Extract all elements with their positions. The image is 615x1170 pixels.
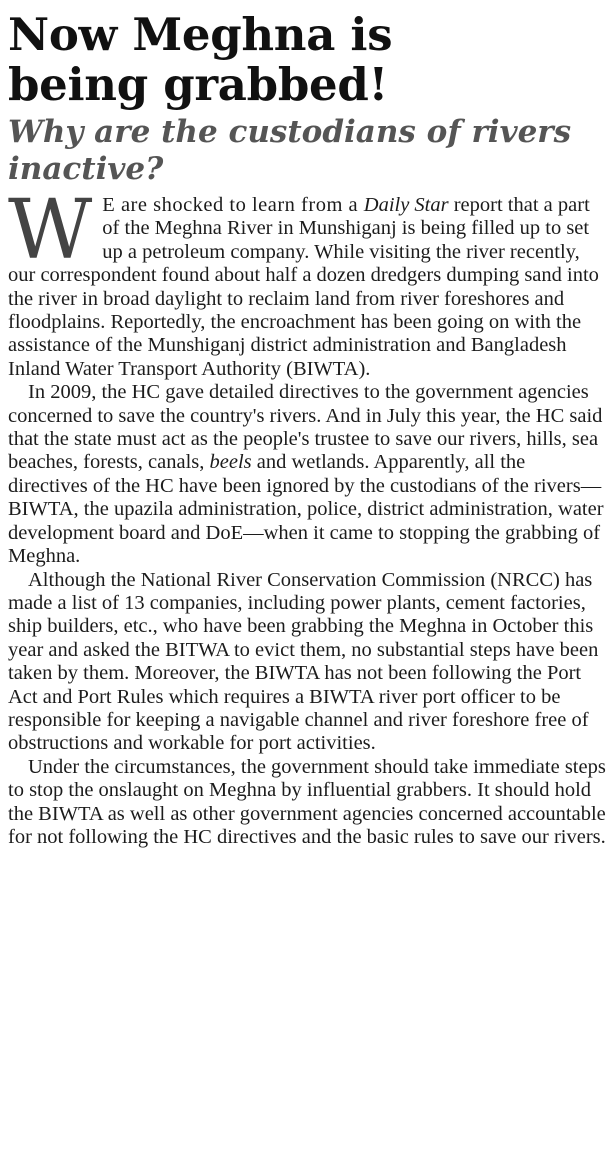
beels-term: beels: [209, 451, 252, 474]
article-body: [8, 183, 608, 849]
headline-line-1: Now Meghna is: [8, 8, 393, 61]
paragraph-2: [8, 381, 608, 568]
subheadline: Why are the custodians of rivers inactive?: [8, 114, 572, 187]
paragraph-4: Under the circumstances, the government should take immediate steps to stop the onslaught on Meghna by influential grabbers. It should hold the BIWTA as well as other government agencies concerned accountable for not following the HC directives and the basic rules to save our rivers.: [8, 755, 606, 848]
drop-cap: W: [8, 183, 93, 278]
paragraph-1: [8, 183, 608, 381]
publication-name: Daily Star: [363, 194, 449, 216]
paragraph-2-text-b: and wetlands. Apparently, all the directives of the HC have been ignored by the custodians of the rivers—BIWTA, the upazila administration, police, district administration, water development board and DoE—when it came to stopping the grabbing of Meghna.: [8, 451, 604, 568]
headline-line-2: being grabbed!: [8, 58, 388, 111]
headline: [8, 10, 608, 110]
lead-in-text: E are shocked to learn from a: [102, 194, 364, 216]
editorial-article: [8, 10, 608, 849]
paragraph-1-text: report that a part of the Meghna River in Munshiganj is being filled up to set up a petroleum company. While visiting the river recently, our correspondent found about half a dozen dredgers dumping sand into the river in broad daylight to reclaim land from river foreshores and floodplains. Reportedly, the encroachment has been going on with the assistance of the Munshiganj district administration and Bangladesh Inland Water Transport Authority (BIWTA).: [8, 194, 599, 380]
paragraph-2-text-a: In 2009, the HC gave detailed directives to the government agencies concerned to save the country's rivers. And in July this year, the HC said that the state must act as the people's trustee to save our rivers, hills, sea beaches, forests, canals,: [8, 381, 603, 474]
paragraph-3: Although the National River Conservation Commission (NRCC) has made a list of 13 companies, including power plants, cement factories, ship builders, etc., who have been grabbing the Meghna in October this year and asked the BITWA to evict them, no substantial steps have been taken by them. Moreover, the BIWTA has not been following the Port Act and Port Rules which requires a BIWTA river port officer to be responsible for keeping a navigable channel and river foreshore free of obstructions and workable for port activities.: [8, 568, 599, 755]
